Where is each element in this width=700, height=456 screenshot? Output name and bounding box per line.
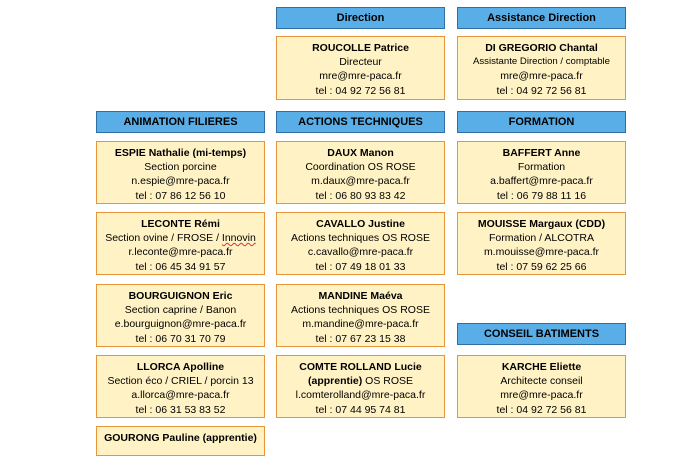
card-role: Formation <box>517 161 566 174</box>
card-name: LECONTE Rémi <box>141 218 220 230</box>
card-name: DI GREGORIO Chantal <box>485 42 598 54</box>
card-role: Actions techniques OS ROSE <box>291 304 430 317</box>
card-role-suffix: Innovin <box>221 232 256 245</box>
card-name: ESPIE Nathalie (mi-temps) <box>114 147 247 159</box>
card-role: Section éco / CRIEL / porcin 13 <box>107 375 254 388</box>
card-gourong <box>96 426 265 456</box>
card-email: l.comterolland@mre-paca.fr <box>295 389 426 402</box>
card-email: mre@mre-paca.fr <box>319 70 402 83</box>
card-email: a.llorca@mre-paca.fr <box>131 389 230 402</box>
card-name: MOUISSE Margaux (CDD) <box>477 218 606 230</box>
header-animation-filieres-label: ANIMATION FILIERES <box>123 116 238 128</box>
card-role: Architecte conseil <box>500 375 583 388</box>
header-assistance-direction <box>457 7 626 29</box>
card-tel: tel : 06 70 31 70 79 <box>135 332 226 345</box>
header-direction <box>276 7 445 29</box>
card-name: BOURGUIGNON Eric <box>128 290 233 302</box>
card-name: CAVALLO Justine <box>316 218 405 230</box>
card-daux <box>276 141 445 204</box>
card-tel: tel : 06 45 34 91 57 <box>135 260 226 273</box>
card-role: Assistante Direction / comptable <box>472 56 611 68</box>
card-bourguignon <box>96 284 265 347</box>
card-tel: tel : 04 92 72 56 81 <box>496 84 587 97</box>
header-direction-label: Direction <box>336 12 385 24</box>
card-espie <box>96 141 265 204</box>
card-tel: tel : 04 92 72 56 81 <box>496 403 587 416</box>
card-cavallo <box>276 212 445 275</box>
card-email: r.leconte@mre-paca.fr <box>128 246 233 259</box>
card-tel: tel : 04 92 72 56 81 <box>315 84 406 97</box>
card-role <box>277 374 444 388</box>
card-tel: tel : 07 59 62 25 66 <box>496 260 587 273</box>
card-baffert <box>457 141 626 204</box>
header-animation-filieres <box>96 111 265 133</box>
card-tel: tel : 07 86 12 56 10 <box>135 189 226 202</box>
card-tel: tel : 06 79 88 11 16 <box>496 189 587 202</box>
card-email: a.baffert@mre-paca.fr <box>490 175 593 188</box>
card-roucolle <box>276 36 445 100</box>
card-email: e.bourguignon@mre-paca.fr <box>114 318 247 331</box>
card-role: Formation / ALCOTRA <box>488 232 595 245</box>
card-email: m.mandine@mre-paca.fr <box>302 318 419 331</box>
card-mandine <box>276 284 445 347</box>
card-email: mre@mre-paca.fr <box>500 389 583 402</box>
header-conseil-batiments-label: CONSEIL BATIMENTS <box>483 328 600 340</box>
card-role: Actions techniques OS ROSE <box>291 232 430 245</box>
card-name-continuation: (apprentie) <box>307 375 363 388</box>
header-actions-techniques-label: ACTIONS TECHNIQUES <box>298 116 423 128</box>
card-mouisse <box>457 212 626 275</box>
card-role-prefix: Section ovine / FROSE / <box>105 232 222 245</box>
card-name: ROUCOLLE Patrice <box>312 42 409 54</box>
card-tel: tel : 06 80 93 83 42 <box>315 189 406 202</box>
card-tel: tel : 06 31 53 83 52 <box>135 403 226 416</box>
card-email: m.daux@mre-paca.fr <box>311 175 410 188</box>
card-name: MANDINE Maéva <box>318 290 403 302</box>
header-actions-techniques <box>276 111 445 133</box>
card-llorca <box>96 355 265 418</box>
card-role <box>97 231 264 245</box>
card-email: c.cavallo@mre-paca.fr <box>307 246 414 259</box>
card-email: n.espie@mre-paca.fr <box>131 175 230 188</box>
header-formation <box>457 111 626 133</box>
card-tel: tel : 07 49 18 01 33 <box>315 260 406 273</box>
card-name: GOURONG Pauline (apprentie) <box>104 432 257 444</box>
card-role: Directeur <box>339 56 382 69</box>
card-tel: tel : 07 67 23 15 38 <box>315 332 406 345</box>
card-karche <box>457 355 626 418</box>
card-email: mre@mre-paca.fr <box>500 70 583 83</box>
card-role-text: OS ROSE <box>362 375 414 388</box>
card-name: KARCHE Eliette <box>501 361 582 373</box>
header-formation-label: FORMATION <box>508 116 575 128</box>
card-comte <box>276 355 445 418</box>
card-role: Section porcine <box>144 161 217 174</box>
header-assistance-direction-label: Assistance Direction <box>487 12 596 24</box>
card-digregorio <box>457 36 626 100</box>
card-name: DAUX Manon <box>327 147 394 159</box>
card-role: Coordination OS ROSE <box>305 161 416 174</box>
card-name: COMTE ROLLAND Lucie <box>299 361 422 373</box>
header-conseil-batiments <box>457 323 626 345</box>
card-email: m.mouisse@mre-paca.fr <box>483 246 600 259</box>
card-tel: tel : 07 44 95 74 81 <box>315 403 406 416</box>
card-name: LLORCA Apolline <box>136 361 225 373</box>
card-role: Section caprine / Banon <box>124 304 237 317</box>
card-leconte <box>96 212 265 275</box>
card-name: BAFFERT Anne <box>502 147 581 159</box>
